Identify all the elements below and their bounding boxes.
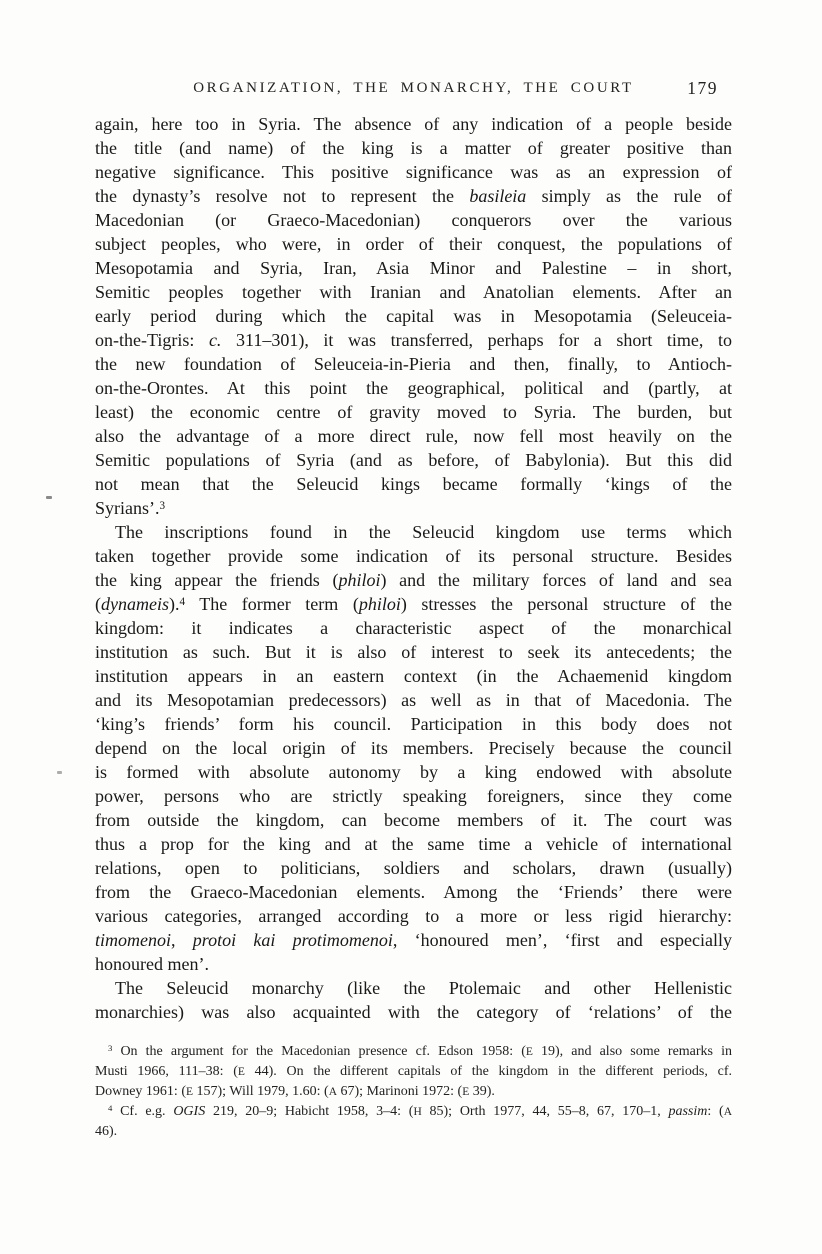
- footnote-line: Downey 1961: (E 157); Will 1979, 1.60: (A 67); Marinoni 1972: (E 39).: [95, 1084, 495, 1099]
- running-header-row: [95, 79, 732, 101]
- text-line: the title (and name) of the king is a matter of greater positive than: [95, 138, 732, 158]
- text-line: on-the-Orontes. At this point the geographical, political and (partly, at: [95, 378, 732, 398]
- text-line: taken together provide some indication of its personal structure. Besides: [95, 546, 732, 566]
- margin-mark: [57, 771, 62, 774]
- text-line: The inscriptions found in the Seleucid kingdom use terms which: [115, 522, 732, 542]
- footnote-line: $^3$ On the argument for the Macedonian presence cf. Edson 1958: (E 19), and also some remarks in: [108, 1043, 732, 1059]
- text-line: is formed with absolute autonomy by a king endowed with absolute: [95, 762, 732, 782]
- page-number: 179: [687, 78, 718, 98]
- text-line: not mean that the Seleucid kings became formally ‘kings of the: [95, 474, 732, 494]
- text-line: institution as such. But it is also of interest to seek its antecedents; the: [95, 642, 732, 662]
- running-header: ORGANIZATION, THE MONARCHY, THE COURT: [193, 80, 634, 96]
- text-line: the king appear the friends (philoi) and the military forces of land and sea: [95, 570, 733, 590]
- text-line: Semitic populations of Syria (and as before, of Babylonia). But this did: [95, 450, 732, 470]
- text-line: institution appears in an eastern context (in the Achaemenid kingdom: [95, 666, 732, 686]
- text-line: from the Graeco-Macedonian elements. Among the ‘Friends’ there were: [95, 882, 732, 902]
- text-line: thus a prop for the king and at the same time a vehicle of international: [95, 834, 732, 854]
- text-line: Syrians’.$^3$: [95, 498, 166, 518]
- footnotes: [95, 1042, 732, 1142]
- footnote-line: 46).: [95, 1124, 118, 1139]
- text-line: various categories, arranged according to a more or less rigid hierarchy:: [95, 906, 732, 926]
- text-line: timomenoi, protoi kai protimomenoi, ‘honoured men’, ‘first and especially: [95, 930, 733, 950]
- footnote-line: $^4$ Cf. e.g. OGIS 219, 20–9; Habicht 1958, 3–4: (H 85); Orth 1977, 44, 55–8, 67, 170–1, passim: (A: [108, 1103, 732, 1119]
- text-line: relations, open to politicians, soldiers and scholars, drawn (usually): [95, 858, 732, 878]
- text-line: subject peoples, who were, in order of their conquest, the populations of: [95, 234, 732, 254]
- text-line: power, persons who are strictly speaking foreigners, since they come: [95, 786, 732, 806]
- text-line: negative significance. This positive significance was as an expression of: [95, 162, 732, 182]
- margin-mark: [46, 496, 52, 499]
- text-line: on-the-Tigris: c. 311–301), it was transferred, perhaps for a short time, to: [95, 330, 732, 350]
- body-text: [95, 112, 732, 1024]
- text-line: from outside the kingdom, can become members of it. The court was: [95, 810, 732, 830]
- text-line: and its Mesopotamian predecessors) as well as in that of Macedonia. The: [95, 690, 732, 710]
- text-line: monarchies) was also acquainted with the category of ‘relations’ of the: [95, 1002, 732, 1022]
- text-line: kingdom: it indicates a characteristic aspect of the monarchical: [95, 618, 732, 638]
- text-line: the dynasty’s resolve not to represent the basileia simply as the rule of: [95, 186, 732, 206]
- text-line: Semitic peoples together with Iranian and Anatolian elements. After an: [95, 282, 732, 302]
- text-line: Macedonian (or Graeco-Macedonian) conquerors over the various: [95, 210, 732, 230]
- text-line: The Seleucid monarchy (like the Ptolemaic and other Hellenistic: [115, 978, 732, 998]
- footnote-line: Musti 1966, 111–38: (E 44). On the different capitals of the kingdom in the different periods, cf.: [95, 1064, 732, 1079]
- text-line: (dynameis).$^4$ The former term (philoi) stresses the personal structure of the: [95, 594, 732, 614]
- text-line: early period during which the capital was in Mesopotamia (Seleuceia-: [95, 306, 732, 326]
- text-line: least) the economic centre of gravity moved to Syria. The burden, but: [95, 402, 732, 422]
- text-line: Mesopotamia and Syria, Iran, Asia Minor and Palestine – in short,: [95, 258, 732, 278]
- text-line: depend on the local origin of its members. Precisely because the council: [95, 738, 732, 758]
- text-line: ‘king’s friends’ form his council. Participation in this body does not: [95, 714, 732, 734]
- text-line: honoured men’.: [95, 954, 209, 974]
- text-line: the new foundation of Seleuceia-in-Pieria and then, finally, to Antioch-: [95, 354, 732, 374]
- text-line: also the advantage of a more direct rule, now fell most heavily on the: [95, 426, 732, 446]
- text-line: again, here too in Syria. The absence of any indication of a people beside: [95, 114, 732, 134]
